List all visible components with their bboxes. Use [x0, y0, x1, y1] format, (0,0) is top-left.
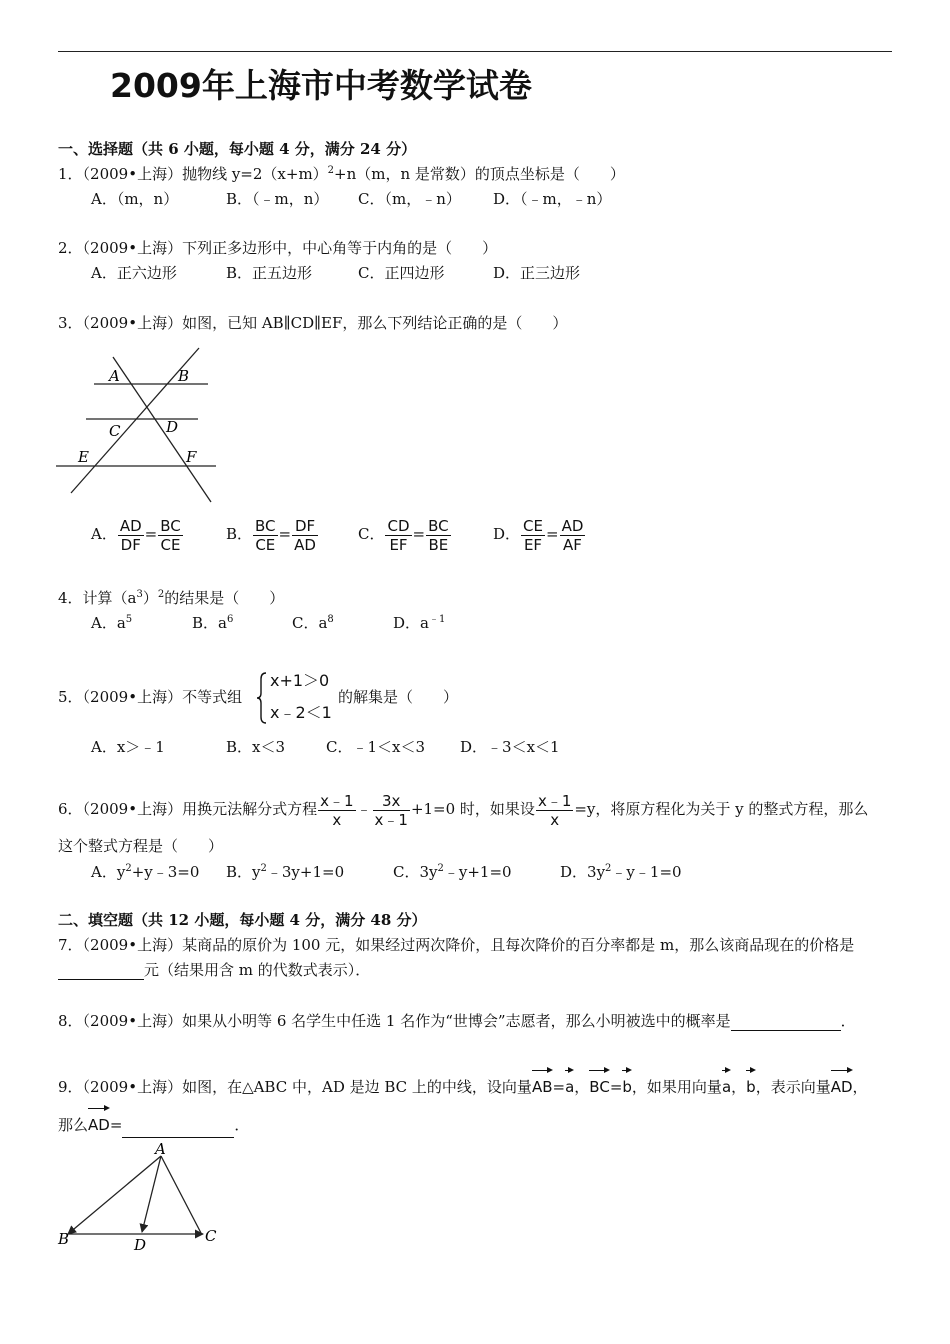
q6-frac3 — [536, 792, 573, 829]
equals: = — [545, 525, 559, 543]
q3-b-frac1 — [253, 517, 278, 554]
q6-a-a: A．y — [91, 863, 126, 881]
page-title: 2009年上海市中考数学试卷 — [110, 66, 532, 105]
denominator: BE — [428, 535, 449, 554]
denominator: x — [332, 810, 342, 829]
label-D: D — [166, 418, 179, 436]
equals: = — [412, 525, 426, 543]
q4-option-a[interactable] — [91, 613, 132, 633]
q6-c-sup: 2 — [437, 863, 444, 874]
median-ad — [142, 1156, 161, 1232]
minus-sign: ﹣ — [356, 800, 372, 818]
q9-stem-a: 9．（2009•上海）如图，在△ABC 中，AD 是边 BC 上的中线，设向量 — [58, 1078, 532, 1096]
q6-d-a: D．3y — [560, 863, 606, 881]
q4-stem-c: 的结果是（ ） — [164, 589, 285, 607]
q4-c-sup: 8 — [327, 614, 334, 625]
numerator: x﹣1 — [537, 791, 572, 810]
q4-b-sup: 6 — [226, 614, 234, 625]
q4-sup2: 2 — [157, 589, 165, 600]
q4-b-text: B．a — [192, 614, 227, 632]
label-C: C — [205, 1227, 217, 1245]
q2-option-d[interactable]: D．正三边形 — [493, 264, 581, 282]
q5-option-a[interactable]: A．x＞﹣1 — [91, 738, 165, 756]
q9-stem-f: = — [109, 1116, 123, 1134]
q3-c-frac1 — [385, 517, 411, 554]
numerator: BC — [255, 516, 276, 535]
q5-option-b[interactable]: B．x＜3 — [226, 738, 286, 756]
question-3-stem: 3．（2009•上海）如图，已知 AB∥CD∥EF，那么下列结论正确的是（ ） — [58, 314, 568, 332]
q6-c-a: C．3y — [393, 863, 438, 881]
q1-option-a[interactable]: A．（m，n） — [91, 190, 179, 208]
q2-option-b[interactable]: B．正五边形 — [226, 264, 313, 282]
q3-option-b[interactable] — [226, 514, 319, 554]
vector-ad: AD — [88, 1106, 110, 1138]
equals: = — [278, 525, 292, 543]
q1-option-b[interactable]: B．（﹣m，n） — [226, 190, 329, 208]
label-A: A — [155, 1140, 166, 1158]
q5-inequality-1: x+1＞0 — [270, 671, 330, 690]
q5-option-d[interactable]: D．﹣3＜x＜1 — [460, 738, 560, 756]
q4-a-sup: 5 — [125, 614, 133, 625]
comma: ， — [574, 1078, 590, 1096]
q2-option-c[interactable]: C．正四边形 — [358, 264, 445, 282]
q6-c-b: ﹣y+1=0 — [443, 863, 512, 881]
numerator: CD — [387, 516, 410, 535]
q9-stem-d: ， — [852, 1078, 868, 1096]
label-D: D — [134, 1236, 147, 1252]
q9-stem-c: ，表示向量 — [755, 1078, 831, 1096]
q7-answer-line — [58, 960, 370, 980]
q6-option-d[interactable] — [560, 862, 682, 882]
label-A: A — [109, 367, 120, 385]
q1-option-c[interactable]: C．（m，﹣n） — [358, 190, 461, 208]
q1-sup: 2 — [327, 165, 335, 176]
vector-bc: BC — [589, 1068, 610, 1100]
numerator: AD — [119, 516, 142, 535]
vector-a: a — [565, 1068, 574, 1100]
q7-stem-b: 元（结果用含 m 的代数式表示）． — [144, 961, 371, 979]
q4-c-text: C．a — [292, 614, 328, 632]
q4-stem-b: ） — [142, 589, 158, 607]
numerator: 3x — [373, 792, 410, 811]
section-heading-fill: 二、填空题（共 12 小题，每小题 4 分，满分 48 分） — [58, 911, 427, 929]
q6-d-sup: 2 — [605, 863, 612, 874]
q3-option-c[interactable] — [358, 514, 452, 554]
q5-inequality-2: x﹣2＜1 — [270, 703, 332, 722]
q3-a-frac2 — [158, 517, 183, 554]
q3-a-label: A． — [91, 525, 117, 543]
numerator: x﹣1 — [320, 791, 354, 810]
q7-answer-blank[interactable] — [58, 963, 144, 980]
denominator: CE — [255, 535, 276, 554]
q6-option-a[interactable] — [91, 862, 199, 882]
q9-stem-b: ，如果用向量 — [631, 1078, 722, 1096]
label-E: E — [78, 448, 89, 466]
q6-b-b: ﹣3y+1=0 — [266, 863, 345, 881]
q4-stem-a: 4．计算（a — [58, 589, 137, 607]
denominator: AD — [294, 535, 316, 554]
q6-option-b[interactable] — [226, 862, 344, 882]
question-1-stem — [58, 164, 625, 184]
label-C: C — [109, 422, 121, 440]
q8-answer-blank[interactable] — [731, 1014, 841, 1031]
comma: ， — [731, 1078, 747, 1096]
vector-b: b — [746, 1068, 756, 1100]
numerator: BC — [428, 516, 449, 535]
vector-ad: AD — [831, 1068, 853, 1100]
label-B: B — [58, 1230, 70, 1248]
q3-b-label: B． — [226, 525, 253, 543]
numerator: CE — [523, 516, 543, 535]
left-brace-icon — [256, 671, 268, 725]
q3-c-label: C． — [358, 525, 385, 543]
denominator: EF — [389, 535, 408, 554]
denominator: DF — [120, 535, 141, 554]
q4-option-b[interactable] — [192, 613, 233, 633]
q1-stem-a: 1．（2009•上海）抛物线 y=2（x+m） — [58, 165, 328, 183]
question-9-stem — [58, 1068, 868, 1100]
denominator: CE — [160, 535, 181, 554]
q6-stem-d: 这个整式方程是（ ） — [58, 837, 224, 855]
q1-stem-b: +n（m，n 是常数）的顶点坐标是（ ） — [334, 165, 625, 183]
top-rule — [58, 51, 892, 52]
q3-d-frac2 — [560, 517, 586, 554]
vector-b: b — [622, 1068, 632, 1100]
q6-option-c[interactable] — [393, 862, 512, 882]
denominator: EF — [523, 535, 543, 554]
denominator: AF — [563, 535, 582, 554]
q6-a-sup: 2 — [125, 863, 132, 874]
q8-stem-b: ． — [840, 1012, 856, 1030]
question-6-stem — [58, 787, 868, 831]
side-ac — [161, 1156, 201, 1233]
q4-sup1: 3 — [136, 589, 143, 600]
q6-d-b: ﹣y﹣1=0 — [611, 863, 682, 881]
q6-b-sup: 2 — [260, 863, 267, 874]
q7-stem-a: 7．（2009•上海）某商品的原价为 100 元，如果经过两次降价，且每次降价的百分率都是 m，那么该商品现在的价格是 — [58, 936, 855, 954]
q9-answer-blank[interactable] — [122, 1121, 234, 1138]
q6-b-a: B．y — [226, 863, 261, 881]
q3-d-label: D． — [493, 525, 521, 543]
label-B: B — [178, 367, 190, 385]
q3-b-frac2 — [292, 517, 318, 554]
section-heading-choice: 一、选择题（共 6 小题，每小题 4 分，满分 24 分） — [58, 140, 417, 158]
q4-a-text: A．a — [91, 614, 126, 632]
question-4-stem — [58, 588, 284, 608]
q8-stem-a: 8．（2009•上海）如果从小明等 6 名学生中任选 1 名作为“世博会”志愿者，那么小明被选中的概率是 — [58, 1012, 731, 1030]
q9-stem-e: 那么 — [58, 1116, 89, 1134]
vector-ab: AB — [532, 1068, 553, 1100]
equals: = — [609, 1078, 623, 1096]
q6-a-b: +y﹣3=0 — [131, 863, 200, 881]
label-F: F — [186, 448, 197, 466]
q6-stem-a: 6．（2009•上海）用换元法解分式方程 — [58, 800, 318, 818]
q9-answer-line — [58, 1106, 249, 1138]
denominator: x﹣1 — [374, 810, 408, 829]
vector-a-to-b — [68, 1156, 161, 1234]
vector-a: a — [722, 1068, 731, 1100]
q3-option-d[interactable] — [493, 514, 586, 554]
q3-c-frac2 — [426, 517, 451, 554]
q1-option-d[interactable]: D．（﹣m，﹣n） — [493, 190, 612, 208]
question-8-stem — [58, 1011, 856, 1031]
q6-frac1 — [318, 792, 355, 829]
q9-stem-g: ． — [234, 1116, 250, 1134]
q6-stem-b: +1=0 时，如果设 — [410, 800, 535, 818]
q3-option-a[interactable] — [91, 514, 184, 554]
q4-option-d[interactable] — [393, 613, 445, 633]
q3-a-frac1 — [118, 517, 144, 554]
q4-option-c[interactable] — [292, 613, 334, 633]
numerator: AD — [561, 516, 584, 535]
q3-d-frac1 — [521, 517, 545, 554]
equals: = — [552, 1078, 566, 1096]
q2-option-a[interactable]: A．正六边形 — [91, 264, 177, 282]
q4-d-sup: ﹣1 — [428, 614, 446, 625]
q5-option-c[interactable]: C．﹣1＜x＜3 — [326, 738, 426, 756]
equals: = — [144, 525, 158, 543]
q5-stem-b: 的解集是（ ） — [338, 688, 459, 706]
q4-d-text: D．a — [393, 614, 429, 632]
q9-triangle-figure — [56, 1140, 226, 1252]
q3-parallel-lines-figure — [56, 343, 221, 505]
numerator: DF — [292, 517, 318, 536]
q6-frac2 — [373, 792, 410, 829]
q6-stem-c: =y，将原方程化为关于 y 的整式方程，那么 — [574, 800, 869, 818]
numerator: BC — [160, 516, 181, 535]
question-2-stem: 2．（2009•上海）下列正多边形中，中心角等于内角的是（ ） — [58, 239, 498, 257]
denominator: x — [550, 810, 560, 829]
q5-stem-a: 5．（2009•上海）不等式组 — [58, 688, 243, 706]
